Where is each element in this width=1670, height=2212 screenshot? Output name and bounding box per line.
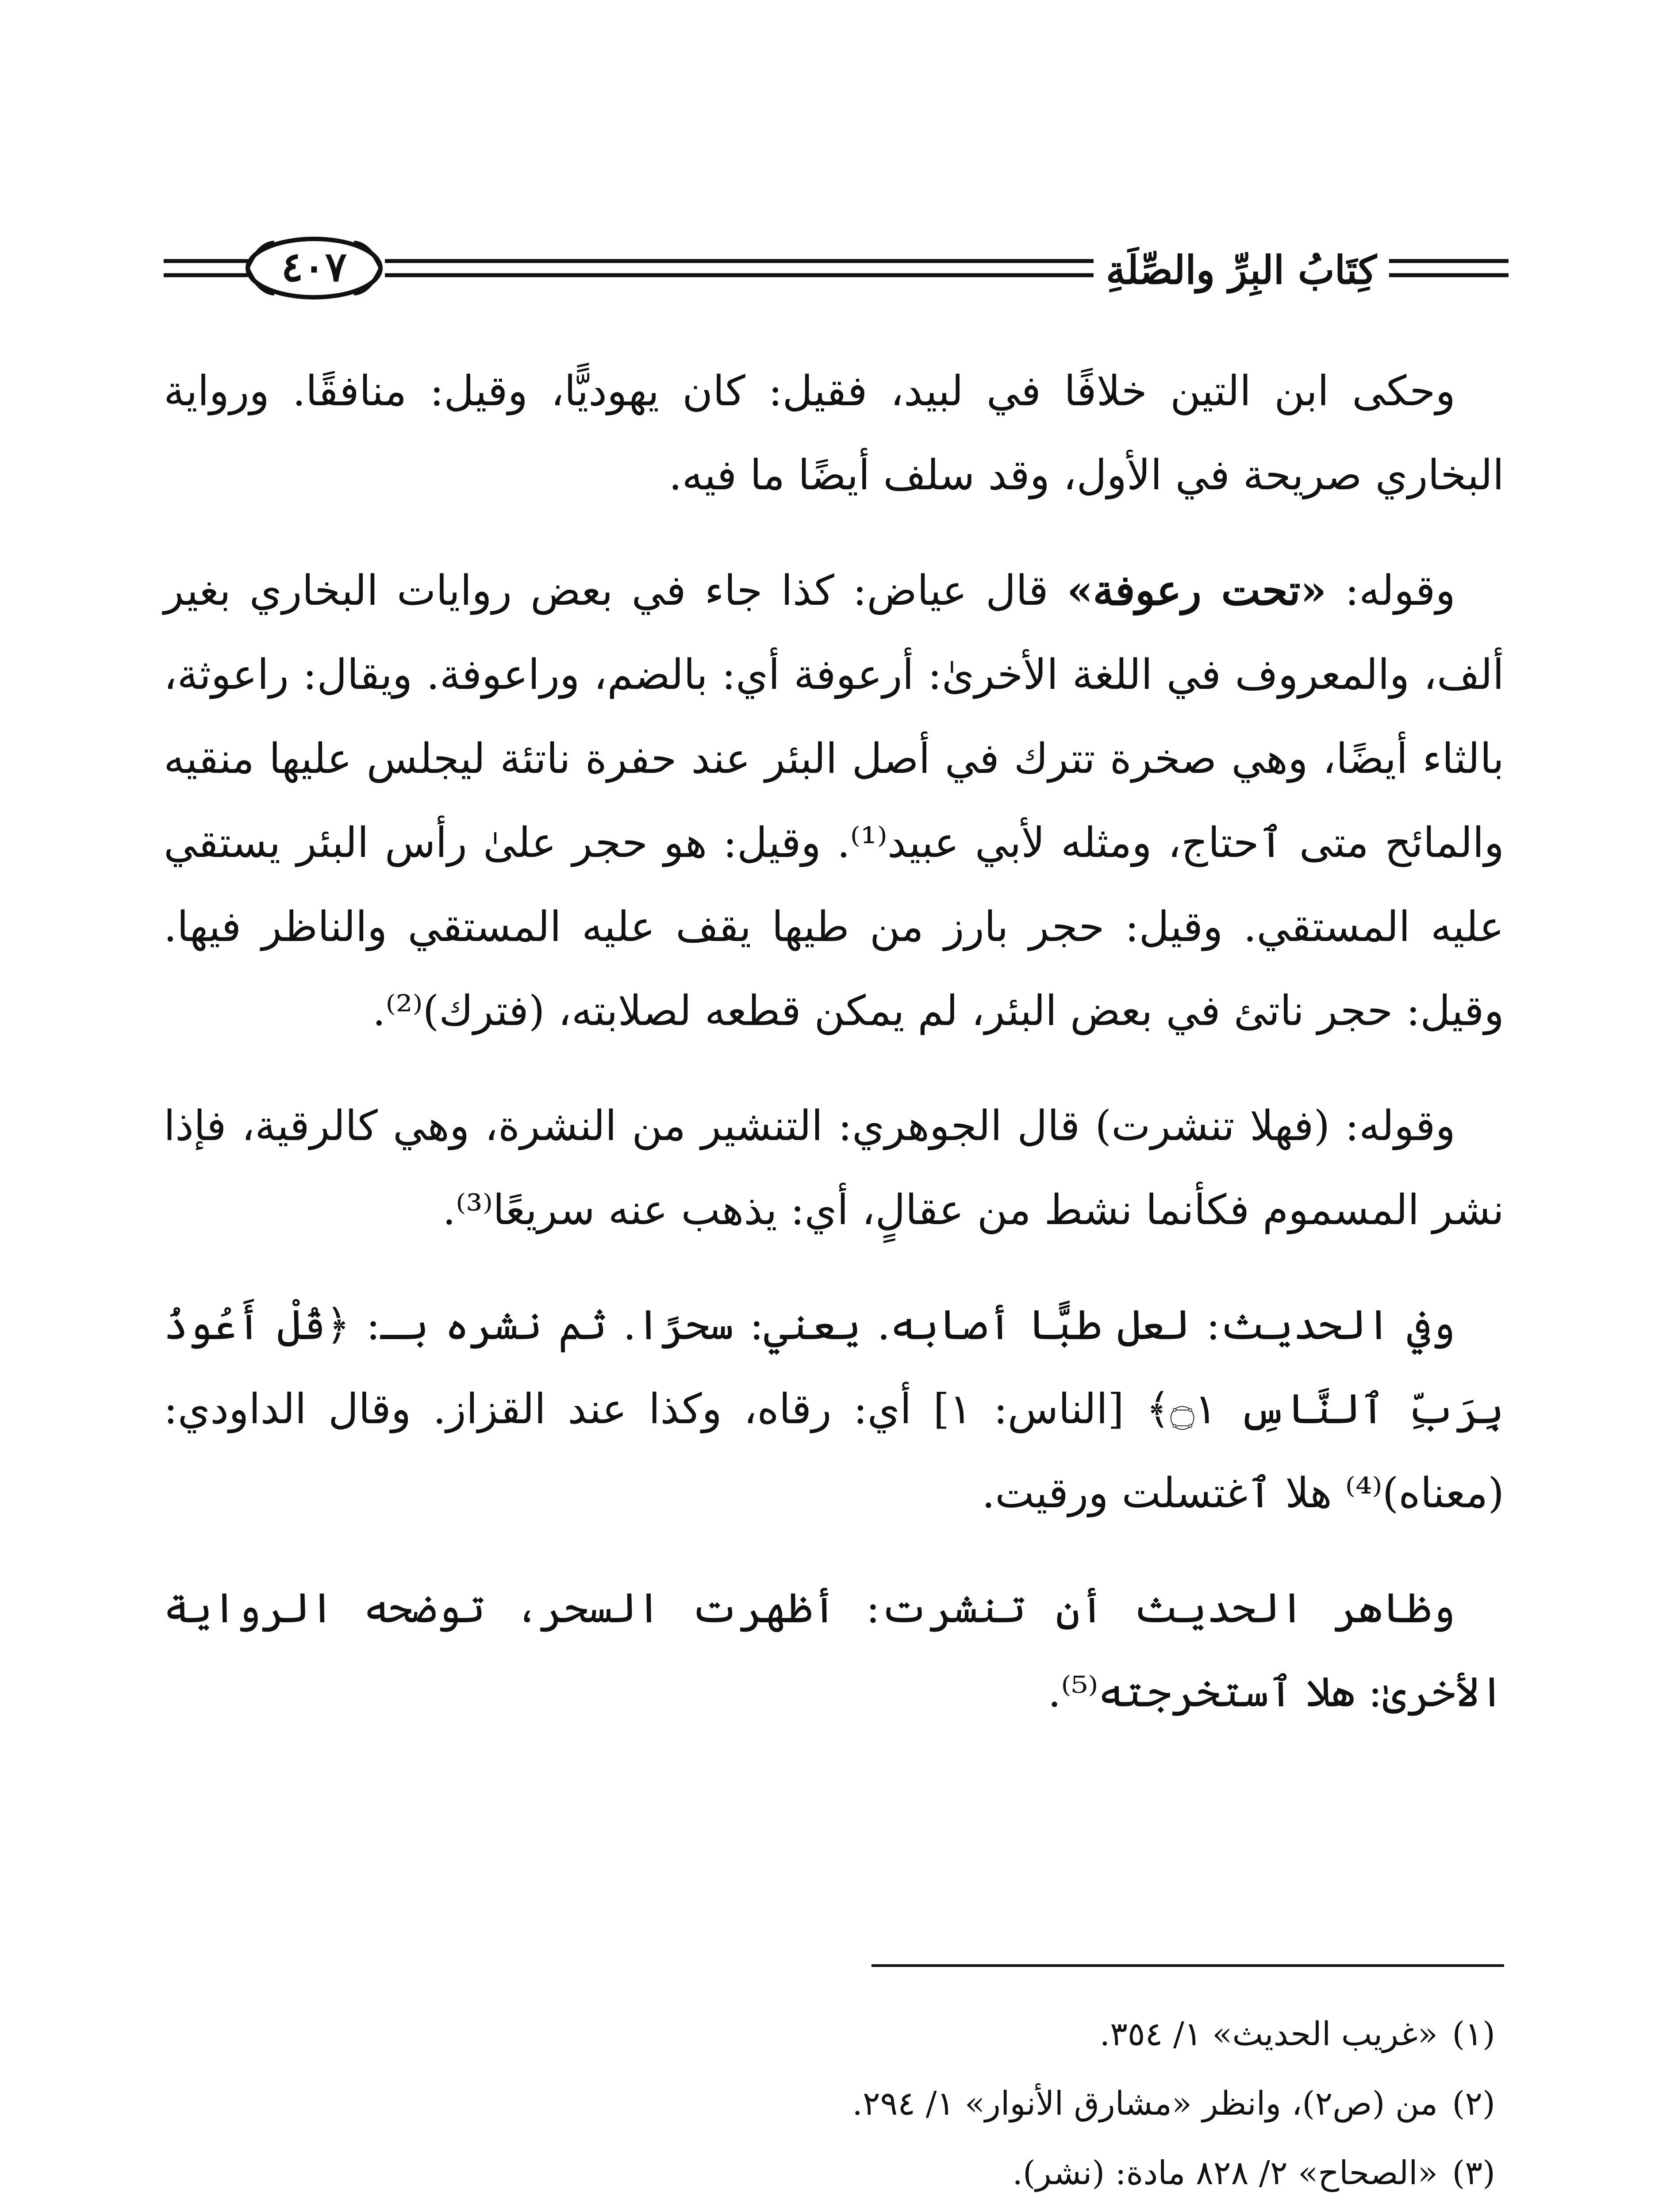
footnotes xyxy=(164,2000,1504,2212)
paragraph: وقوله: (فهلا تنشرت) قال الجوهري: التنشير من النشرة، وهي كالرقية، فإذا نشر المسموم فكأنما نشط من عقالٍ، أي: يذهب عنه سريعًا⁽³⁾. xyxy=(164,1102,1504,1234)
page-number: ٤٠٧ xyxy=(281,243,347,291)
footnote-number: (٢) xyxy=(1452,2085,1495,2123)
footnote-number: (٣) xyxy=(1452,2154,1495,2192)
footnote-number: (١) xyxy=(1452,2015,1495,2053)
paragraph-lead: وقوله: xyxy=(1326,567,1456,615)
paragraph: وحكى ابن التين خلافًا في لبيد، فقيل: كان يهوديًّا، وقيل: منافقًا. ورواية البخاري صريحة في الأول، وقد سلف أيضًا ما فيه. xyxy=(164,367,1504,499)
footnote-text xyxy=(1292,2208,1438,2212)
running-title: كِتَابُ البِرِّ والصِّلَةِ xyxy=(1094,243,1389,296)
paragraph-text: قال عياض: كذا جاء في بعض روايات البخاري بغير ألف، والمعروف في اللغة الأخرىٰ: أرعوفة أي: بالضم، وراعوفة. ويقال: راعوثة، بالثاء أيضًا، وهي صخرة تترك في أصل البئر عند حفرة ناتئة ليجلس عليها منقيه والمائح متى ٱحتاج، ومثله لأبي عبيد⁽¹⁾. وقيل: هو حجر علىٰ رأس البئر يستقي عليه المستقي. وقيل: حجر بارز من طيها يقف عليه المستقي والناظر فيها. وقيل: حجر ناتئ في بعض البئر، لم يمكن قطعه لصلابته، (فترك)⁽²⁾. xyxy=(164,567,1504,1035)
paragraph xyxy=(164,549,1504,1053)
paragraph: وظاهر الحديث أن تنشرت: أظهرت السحر، توضحه الرواية الأخرىٰ: هلا ٱستخرجته⁽⁵⁾. xyxy=(164,1584,1504,1717)
footnote xyxy=(164,2139,1504,2208)
footnote xyxy=(164,2208,1504,2212)
footnote-number xyxy=(1438,2208,1495,2212)
paragraph: وفي الحديث: لعل طبًّا أصابه. يعني: سحرًا. ثم نشره بـ: ﴿قُلْ أَعُوذُ بِرَبِّ ٱلنَّاسِ ۝١﴾ [الناس: ١] أي: رقاه، وكذا عند القزاز. وقال الداودي: (معناه)⁽⁴⁾ هلا ٱغتسلت ورقيت. xyxy=(164,1301,1504,1517)
footnote xyxy=(164,2000,1504,2069)
footnote-text: «الصحاح» ٢/ ٨٢٨ مادة: (نشر). xyxy=(1012,2154,1438,2192)
main-text xyxy=(164,349,1504,1766)
footnote-separator xyxy=(871,1964,1504,1967)
footnote-text: من (ص٢)، وانظر «مشارق الأنوار» ١/ ٢٩٤. xyxy=(852,2085,1438,2123)
page-header xyxy=(164,226,1509,314)
quoted-term: «تحت رعوفة» xyxy=(1067,566,1327,615)
footnote xyxy=(164,2069,1504,2139)
footnote-text: «غريب الحديث» ١/ ٣٥٤. xyxy=(1099,2015,1438,2053)
